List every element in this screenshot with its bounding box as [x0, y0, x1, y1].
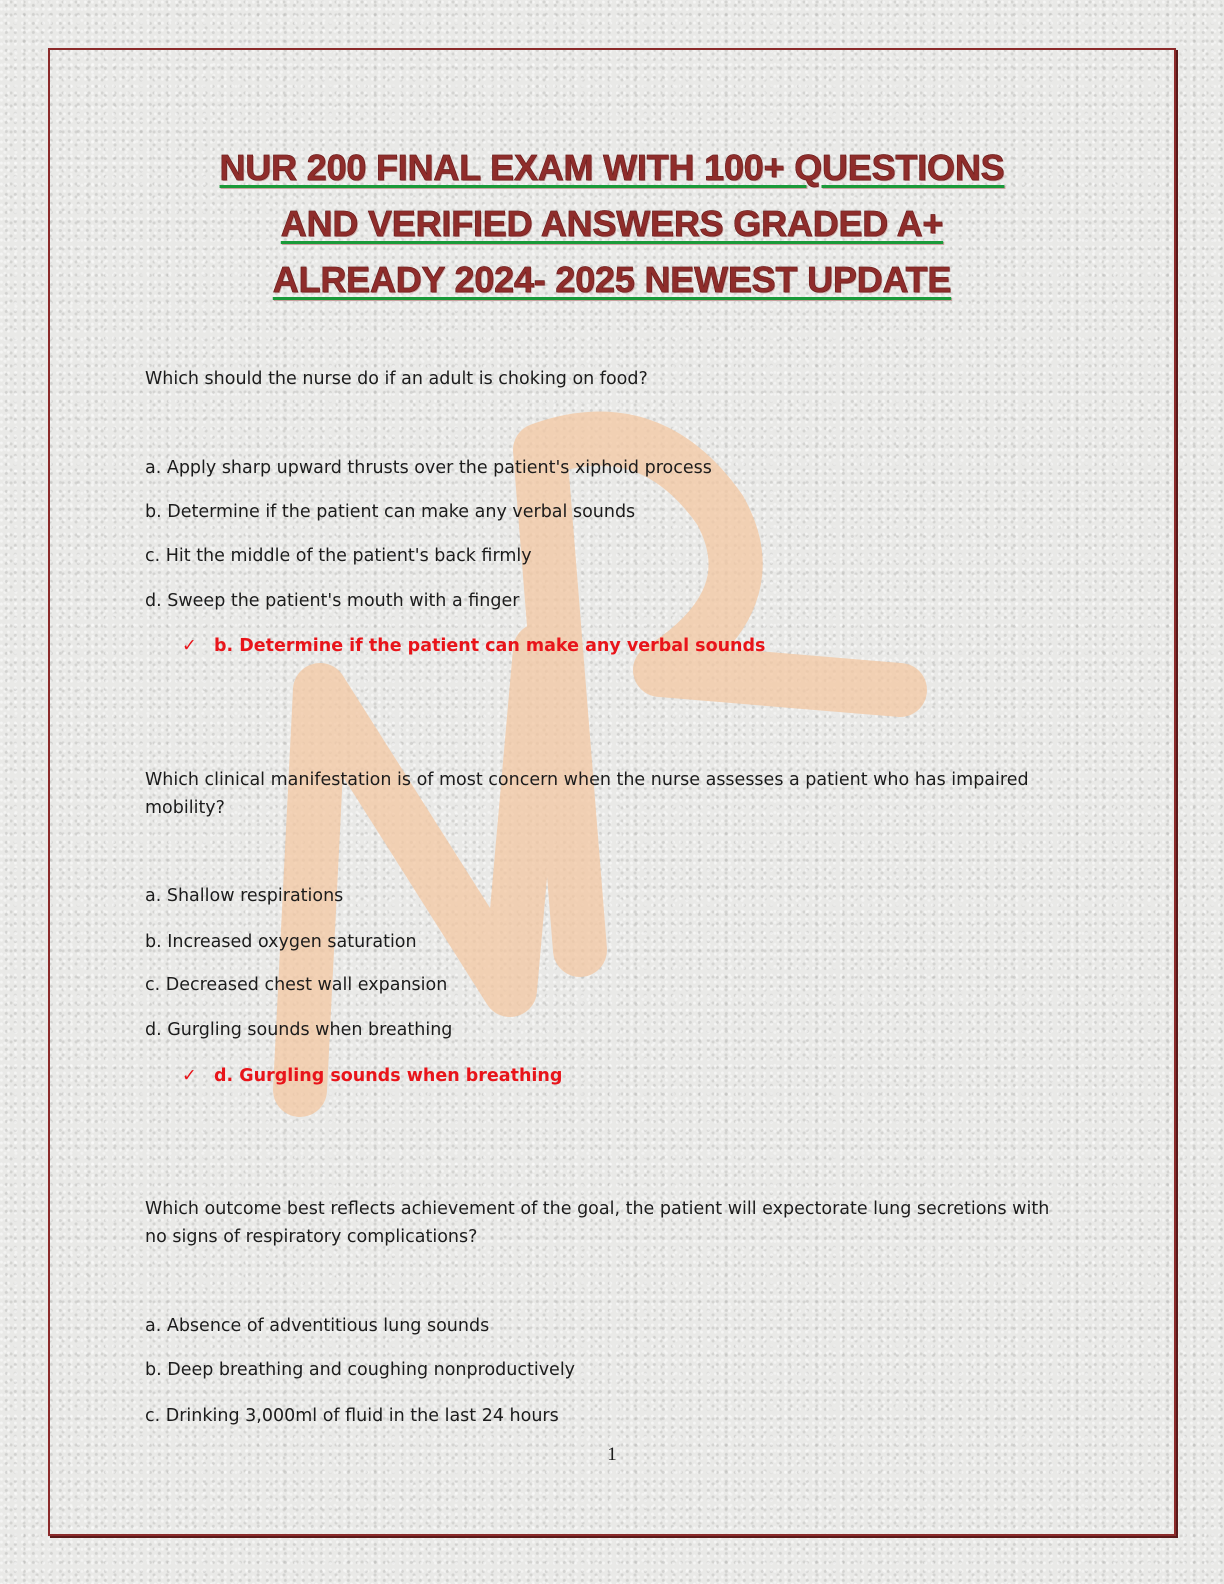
q2-answer-text: d. Gurgling sounds when breathing [214, 1066, 563, 1086]
q1-answer [182, 632, 765, 660]
check-icon: ✓ [182, 636, 197, 656]
q1-option-a: a. Apply sharp upward thrusts over the patient's xiphoid process [145, 458, 712, 478]
q2-option-d: d. Gurgling sounds when breathing [145, 1020, 453, 1040]
question-2: Which clinical manifestation is of most concern when the nurse assesses a patient who has impaired mobility? [145, 770, 1029, 818]
q1-option-b: b. Determine if the patient can make any verbal sounds [145, 502, 636, 522]
q2-option-b: b. Increased oxygen saturation [145, 932, 417, 952]
title-line-2: AND VERIFIED ANSWERS GRADED A+ [280, 203, 944, 244]
title-line-1: NUR 200 FINAL EXAM WITH 100+ QUESTIONS [219, 147, 1005, 188]
q2-answer [182, 1062, 562, 1090]
q3-option-a: a. Absence of adventitious lung sounds [145, 1316, 490, 1336]
question-3: Which outcome best reflects achievement of the goal, the patient will expectorate lung secretions with no signs of respiratory complications? [145, 1199, 1050, 1247]
question-1: Which should the nurse do if an adult is choking on food? [145, 369, 648, 389]
q1-option-d: d. Sweep the patient's mouth with a finger [145, 591, 520, 611]
q1-answer-text: b. Determine if the patient can make any verbal sounds [214, 636, 766, 656]
q1-option-c: c. Hit the middle of the patient's back firmly [145, 546, 532, 566]
page-number: 1 [607, 1444, 617, 1465]
title-line-3: ALREADY 2024- 2025 NEWEST UPDATE [272, 259, 952, 300]
check-icon: ✓ [182, 1066, 197, 1086]
q3-option-c: c. Drinking 3,000ml of fluid in the last 24 hours [145, 1406, 559, 1426]
q2-option-c: c. Decreased chest wall expansion [145, 975, 448, 995]
q3-option-b: b. Deep breathing and coughing nonproductively [145, 1360, 576, 1380]
q2-option-a: a. Shallow respirations [145, 886, 344, 906]
document-title [140, 140, 1084, 308]
